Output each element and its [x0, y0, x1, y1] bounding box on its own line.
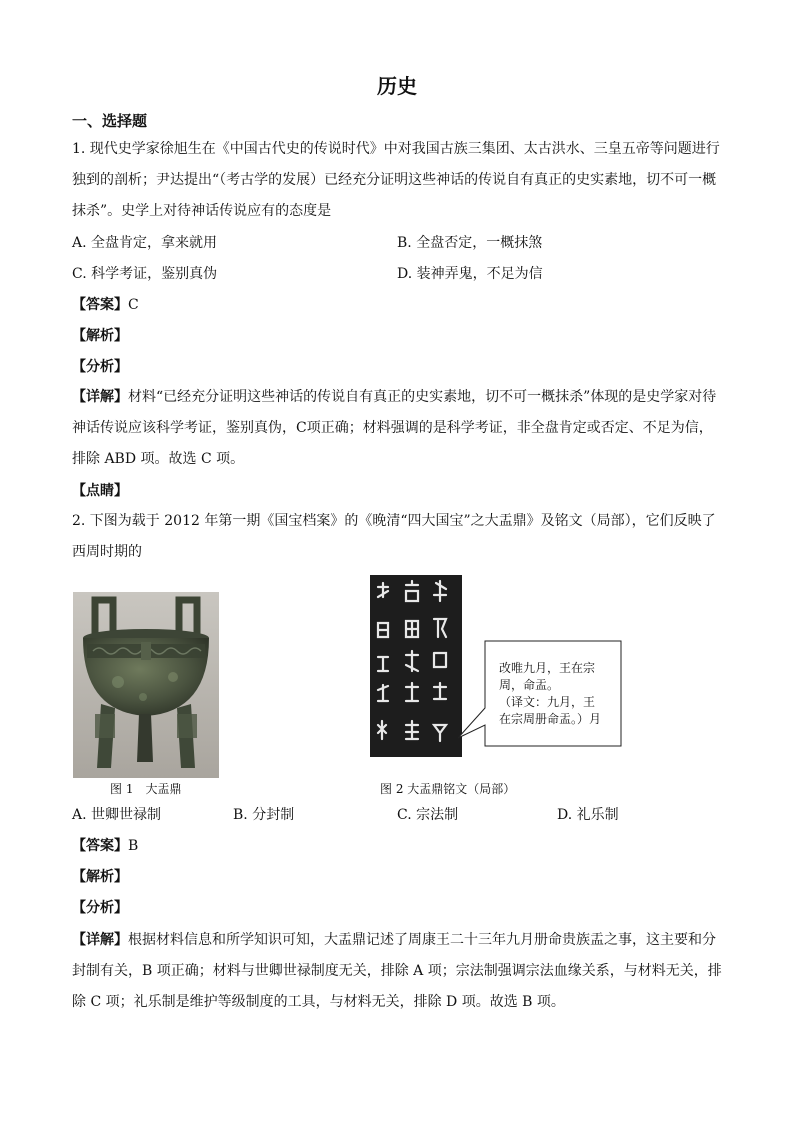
q2-option-a: A. 世卿世禄制 [72, 807, 162, 823]
q1-detail-label: 【详解】 [72, 389, 128, 405]
callout-line-3: （译文：九月，王 [499, 695, 596, 709]
q2-detail-text: 根据材料信息和所学知识可知，大盂鼎记述了周康王二十三年九月册命贵族盂之事，这主要和分封制有关，B 项正确；材料与世卿世禄制度无关，排除 A 项；宗法制强调宗法血缘关系，与材料无关，排除 C 项；礼乐制是维护等级制度的工具，与材料无关，排除 D 项。故选 B 项。 [72, 932, 722, 1010]
q2-option-d: D. 礼乐制 [557, 807, 619, 823]
q1-answer [72, 294, 139, 316]
q1-answer-label: 【答案】 [72, 297, 128, 313]
callout-text [499, 660, 601, 728]
q1-option-d: D. 装神弄鬼，不足为信 [397, 266, 543, 282]
q2-analysis-label: 【解析】 [72, 869, 128, 885]
callout-line-4: 在宗周册命盂。）月 [499, 712, 602, 726]
page-title: 历史 [377, 74, 417, 98]
q2-fenxi-label: 【分析】 [72, 900, 128, 916]
inscription-rubbing-image [370, 575, 462, 757]
dayu-ding-image [73, 592, 219, 778]
figure-2-caption: 图 2 大盂鼎铭文（局部） [380, 782, 516, 796]
q1-detail-text: 材料“已经充分证明这些神话的传说自有真正的史实素地，切不可一概抹杀”体现的是史学家对待神话传说应该科学考证，鉴别真伪，C项正确；材料强调的是科学考证，非全盘肯定或否定、不足为信，排除 ABD 项。故选 C 项。 [72, 389, 717, 467]
callout-line-2: 周，命盂。 [499, 678, 560, 692]
figure-1-caption: 图 1 大盂鼎 [110, 782, 182, 796]
q1-detail [72, 382, 726, 475]
q2-option-b: B. 分封制 [233, 807, 295, 823]
q1-stem: 1. 现代史学家徐旭生在《中国古代史的传说时代》中对我国古族三集团、太古洪水、三皇五帝等问题进行独到的剖析；尹达提出“（考古学的发展）已经充分证明这些神话的传说自有真正的史实素地，切不可一概抹杀”。史学上对待神话传说应有的态度是 [72, 141, 720, 219]
q2-stem: 2. 下图为载于 2012 年第一期《国宝档案》的《晚清“四大国宝”之大盂鼎》及铭文（局部），它们反映了西周时期的 [72, 513, 716, 560]
q2-detail [72, 925, 726, 1018]
q1-option-b: B. 全盘否定，一概抹煞 [397, 235, 543, 251]
q2-option-c: C. 宗法制 [397, 807, 459, 823]
q1-analysis-label: 【解析】 [72, 328, 128, 344]
q1-answer-value: C [128, 297, 139, 313]
q2-detail-label: 【详解】 [72, 932, 128, 948]
callout-line-1: 改唯九月，王在宗 [499, 661, 596, 675]
q2-answer-value: B [128, 838, 139, 854]
section-heading: 一、选择题 [72, 112, 148, 130]
q2-answer-label: 【答案】 [72, 838, 128, 854]
q1-dianjing-label: 【点睛】 [72, 483, 128, 499]
q1-option-a: A. 全盘肯定，拿来就用 [72, 235, 218, 251]
q1-option-c: C. 科学考证，鉴别真伪 [72, 266, 218, 282]
q2-answer [72, 835, 138, 857]
q1-fenxi-label: 【分析】 [72, 359, 128, 375]
